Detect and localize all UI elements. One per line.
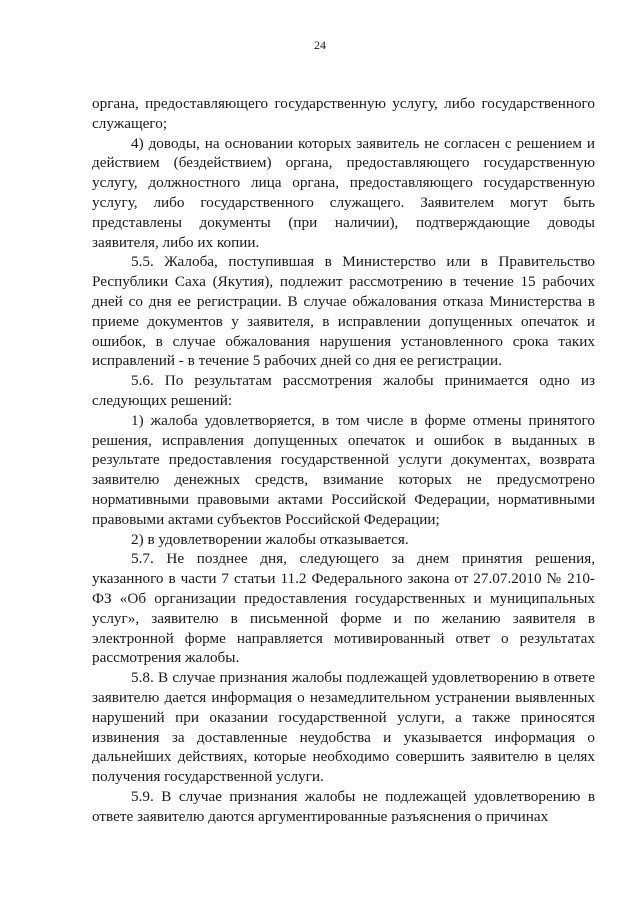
document-body [92, 94, 595, 826]
paragraph-5-9: 5.9. В случае признания жалобы не подлежащей удовлетворению в ответе заявителю даются аргументированные разъяснения о причинах [92, 787, 595, 825]
paragraph-5-6: 5.6. По результатам рассмотрения жалобы принимается одно из следующих решений: [92, 372, 595, 409]
paragraph-item-4-arguments: 4) доводы, на основании которых заявитель не согласен с решением и действием (бездействием) органа, предоставляющего государственную услугу, должностного лица органа, предоставляющего государственную услугу, либо государственного служащего. Заявителем могут быть представлены документы (при наличии), подтверждающие доводы заявителя, либо их копии. [92, 134, 595, 251]
paragraph-5-7: 5.7. Не позднее дня, следующего за днем принятия решения, указанного в части 7 статьи 11.2 Федерального закона от 27.07.2010 № 210-ФЗ «Об организации предоставления государственных и муниципальных услуг», заявителю в письменной форме и по желанию заявителя в электронной форме направляется мотивированный ответ о результатах рассмотрения жалобы. [92, 550, 595, 667]
paragraph-5-5: 5.5. Жалоба, поступившая в Министерство или в Правительство Республики Саха (Якутия), подлежит рассмотрению в течение 15 рабочих дней со дня ее регистрации. В случае обжалования отказа Министерства в приеме документов у заявителя, в исправлении допущенных опечаток и ошибок, в случае обжалования нарушения установленного срока таких исправлений - в течение 5 рабочих дней со дня ее регистрации. [92, 253, 595, 370]
paragraph-5-6-item-2: 2) в удовлетворении жалобы отказывается. [131, 530, 409, 548]
paragraph-continuation: органа, предоставляющего государственную услугу, либо государственного служащего; [92, 95, 595, 132]
paragraph-5-8: 5.8. В случае признания жалобы подлежащей удовлетворению в ответе заявителю дается информация о незамедлительном устранении выявленных нарушений при оказании государственной услуги, а также приносятся извинения за доставленные неудобства и указывается информация о дальнейших действиях, которые необходимо совершить заявителю в целях получения государственной услуги. [92, 669, 595, 786]
page-number: 24 [314, 38, 326, 52]
paragraph-5-6-item-1: 1) жалоба удовлетворяется, в том числе в форме отмены принятого решения, исправления допущенных опечаток и ошибок в выданных в результате предоставления государственной услуги документах, возврата заявителю денежных средств, взимание которых не предусмотрено нормативными правовыми актами Российской Федерации, нормативными правовыми актами субъектов Российской Федерации; [92, 411, 595, 528]
